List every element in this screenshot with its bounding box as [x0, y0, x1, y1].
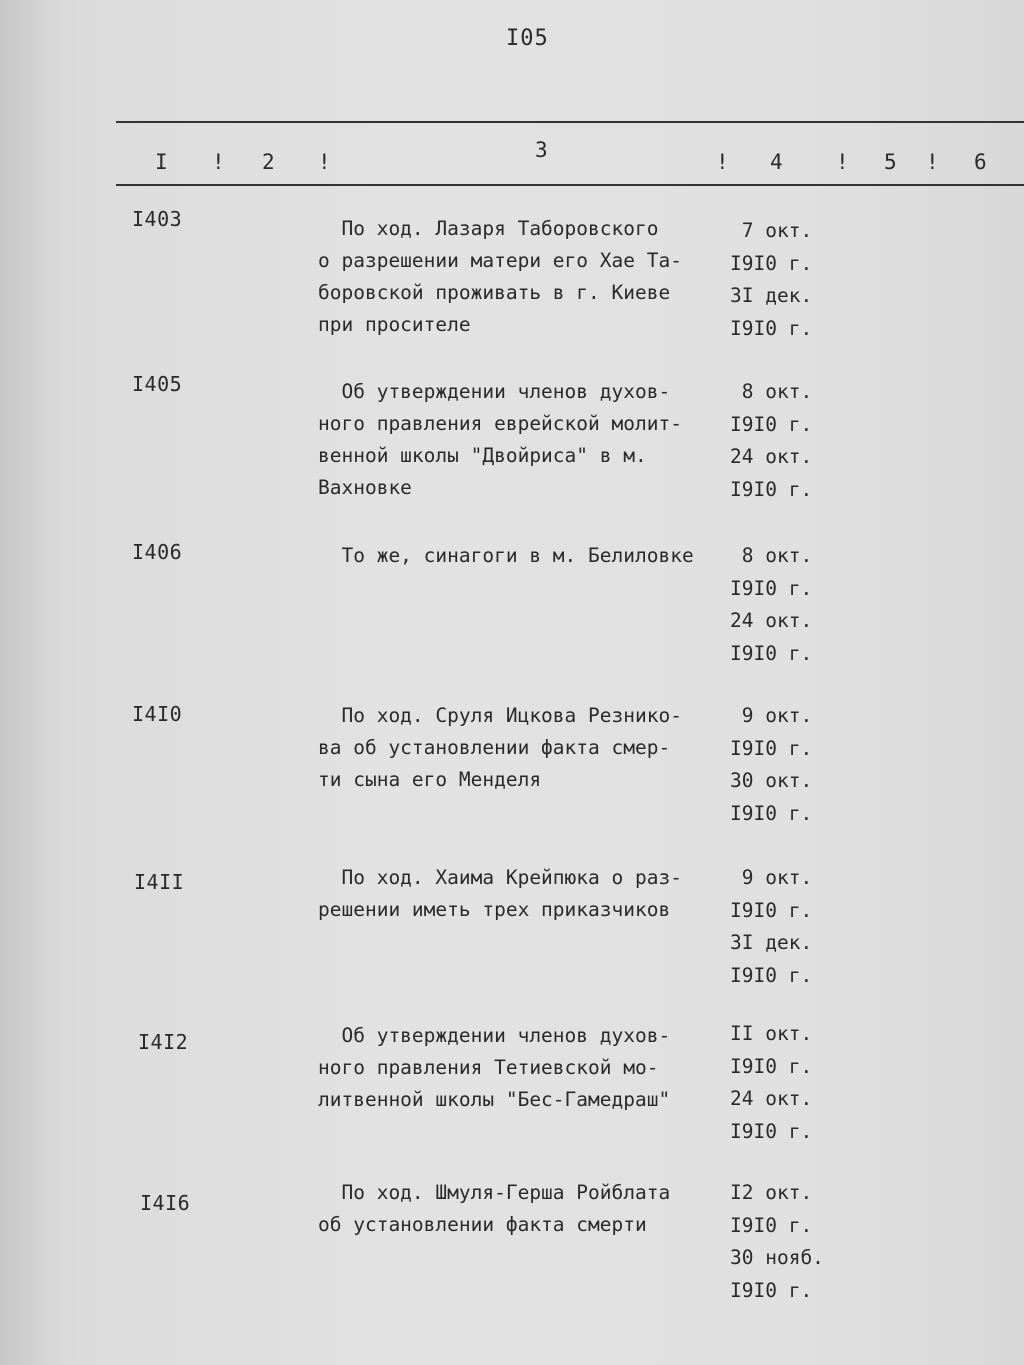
description-line: Об утверждении членов духов- — [318, 380, 671, 403]
column-header-3: 3 — [535, 138, 548, 162]
record-number: I4I0 — [132, 702, 183, 726]
record-number: I4II — [134, 870, 185, 894]
record-description — [318, 540, 738, 572]
description-line: ва об установлении факта смер- — [318, 736, 671, 759]
description-line: Об утверждении членов духов- — [318, 1024, 671, 1047]
record-description — [318, 213, 738, 341]
record-description — [318, 1177, 738, 1241]
end-year: I9I0 г. — [730, 641, 813, 665]
start-date: 8 окт. — [730, 380, 813, 403]
record-dates — [730, 1018, 850, 1148]
record-number: I4I6 — [140, 1191, 191, 1215]
column-separator: ! — [716, 150, 729, 174]
end-date: 24 окт. — [730, 609, 813, 632]
start-year: I9I0 г. — [730, 1213, 813, 1237]
end-year: I9I0 г. — [730, 316, 813, 340]
column-header-5: 5 — [884, 150, 897, 174]
description-line: То же, синагоги в м. Белиловке — [318, 544, 694, 567]
record-dates — [730, 700, 850, 830]
table-header-bottom-rule — [116, 184, 1024, 186]
record-number: I406 — [132, 540, 183, 564]
column-separator: ! — [212, 150, 225, 174]
description-line: ного правления Тетиевской мо- — [318, 1056, 659, 1079]
description-line: при просителе — [318, 313, 471, 336]
column-separator: ! — [926, 150, 939, 174]
start-year: I9I0 г. — [730, 576, 813, 600]
description-line: об установлении факта смерти — [318, 1213, 647, 1236]
description-line: Вахновке — [318, 476, 412, 499]
description-line: литвенной школы "Бес-Гамедраш" — [318, 1088, 671, 1111]
column-header-4: 4 — [770, 150, 783, 174]
start-date: 9 окт. — [730, 704, 813, 727]
start-year: I9I0 г. — [730, 1054, 813, 1078]
end-date: 24 окт. — [730, 1087, 813, 1110]
description-line: ного правления еврейской молит- — [318, 412, 682, 435]
end-year: I9I0 г. — [730, 1278, 813, 1302]
description-line: о разрешении матери его Хае Та- — [318, 249, 682, 272]
record-dates — [730, 862, 850, 992]
column-header-1: I — [155, 150, 168, 174]
record-description — [318, 376, 738, 504]
start-date: 8 окт. — [730, 544, 813, 567]
end-date: 3I дек. — [730, 931, 813, 954]
description-line: По ход. Хаима Крейпюка о раз- — [318, 866, 682, 889]
end-date: 3I дек. — [730, 284, 813, 307]
description-line: венной школы "Двойриса" в м. — [318, 444, 647, 467]
record-dates — [730, 376, 850, 506]
column-separator: ! — [318, 150, 331, 174]
record-number: I405 — [132, 372, 183, 396]
description-line: По ход. Лазаря Таборовского — [318, 217, 659, 240]
end-date: 30 нояб. — [730, 1246, 824, 1269]
start-year: I9I0 г. — [730, 898, 813, 922]
start-year: I9I0 г. — [730, 412, 813, 436]
end-year: I9I0 г. — [730, 801, 813, 825]
column-header-2: 2 — [262, 150, 275, 174]
record-number: I403 — [132, 207, 183, 231]
end-date: 24 окт. — [730, 445, 813, 468]
record-number: I4I2 — [138, 1030, 189, 1054]
end-date: 30 окт. — [730, 769, 813, 792]
start-date: 9 окт. — [730, 866, 813, 889]
description-line: По ход. Шмуля-Герша Ройблата — [318, 1181, 671, 1204]
column-header-6: 6 — [974, 150, 987, 174]
column-separator: ! — [836, 150, 849, 174]
description-line: По ход. Сруля Ицкова Резнико- — [318, 704, 682, 727]
start-date: II окт. — [730, 1022, 813, 1045]
end-year: I9I0 г. — [730, 477, 813, 501]
record-description — [318, 1020, 738, 1116]
start-date: I2 окт. — [730, 1181, 813, 1204]
description-line: решении иметь трех приказчиков — [318, 898, 671, 921]
page-number: I05 — [506, 26, 549, 51]
description-line: боровской проживать в г. Киеве — [318, 281, 671, 304]
record-description — [318, 700, 738, 796]
end-year: I9I0 г. — [730, 1119, 813, 1143]
end-year: I9I0 г. — [730, 963, 813, 987]
start-date: 7 окт. — [730, 219, 813, 242]
record-description — [318, 862, 738, 926]
record-dates — [730, 540, 850, 670]
start-year: I9I0 г. — [730, 251, 813, 275]
description-line: ти сына его Менделя — [318, 768, 542, 791]
start-year: I9I0 г. — [730, 736, 813, 760]
record-dates — [730, 215, 850, 345]
table-header-top-rule — [116, 121, 1024, 123]
record-dates — [730, 1177, 850, 1307]
